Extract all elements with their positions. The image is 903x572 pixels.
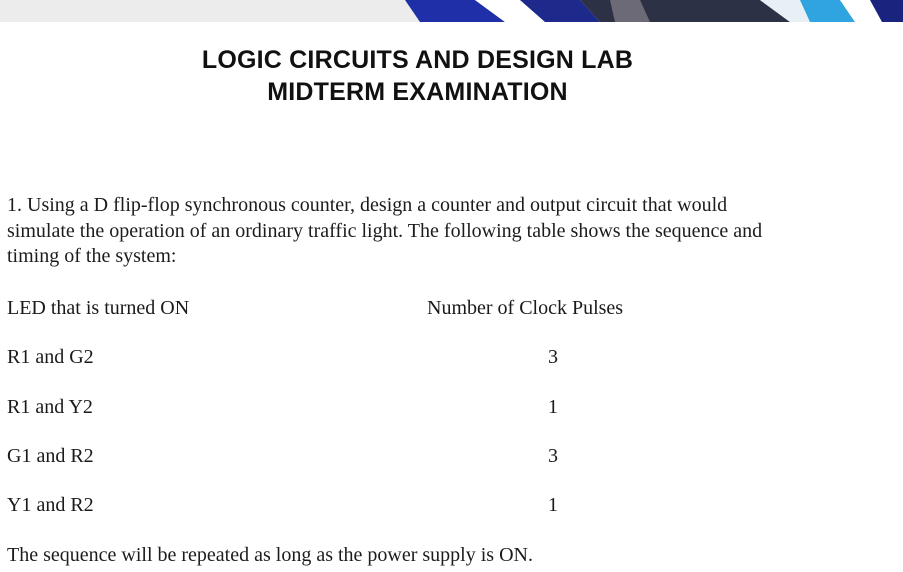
- row-led: R1 and G2: [7, 346, 94, 368]
- row-pulses: 3: [548, 346, 558, 368]
- row-pulses: 3: [548, 445, 558, 467]
- header-banner: [0, 0, 903, 22]
- footer-text: The sequence will be repeated as long as the power supply is ON.: [7, 544, 533, 566]
- title-line-2: MIDTERM EXAMINATION: [267, 78, 568, 106]
- row-led: G1 and R2: [7, 445, 94, 467]
- row-led: R1 and Y2: [7, 396, 93, 418]
- table-header: [7, 295, 707, 321]
- header-led: LED that is turned ON: [7, 297, 190, 319]
- row-pulses: 1: [548, 396, 558, 418]
- page-title: [0, 44, 835, 108]
- table-row: [7, 492, 707, 518]
- header-pulses: Number of Clock Pulses: [427, 297, 624, 319]
- table-row: [7, 443, 707, 469]
- title-line-1: LOGIC CIRCUITS AND DESIGN LAB: [201, 46, 634, 74]
- question-text: 1. Using a D flip-flop synchronous counter, design a counter and output circuit that would simulate the operation of an ordinary traffic light. The following table shows the sequence and timing of the system:: [7, 194, 763, 267]
- table-row: [7, 394, 707, 420]
- row-led: Y1 and R2: [7, 494, 94, 516]
- table-row: [7, 344, 707, 370]
- banner-graphic: [0, 0, 903, 22]
- row-pulses: 1: [548, 494, 558, 516]
